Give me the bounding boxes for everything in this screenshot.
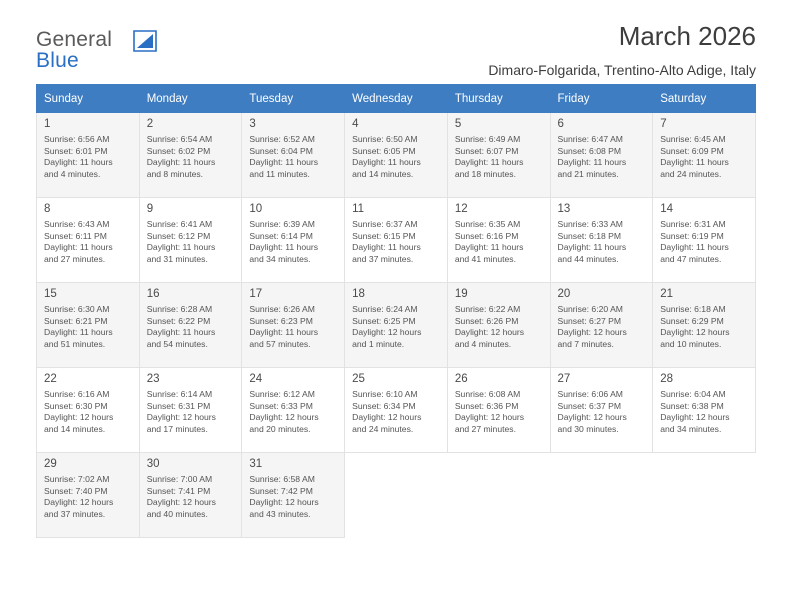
day-daylight-2-text: and 34 minutes. [660, 423, 722, 434]
day-daylight-2-text: and 37 minutes. [352, 253, 414, 264]
day-number: 22 [44, 373, 57, 385]
day-sunrise-text: Sunrise: 6:49 AM [454, 134, 521, 144]
calendar-day-cell[interactable] [447, 283, 550, 368]
day-sunrise-text: Sunrise: 6:18 AM [660, 304, 726, 314]
day-daylight-2-text: and 14 minutes. [44, 423, 106, 434]
day-sunrise-text: Sunrise: 6:10 AM [352, 389, 418, 399]
day-sunrise-text: Sunrise: 6:08 AM [454, 389, 521, 399]
day-daylight-1-text: Daylight: 12 hours [146, 412, 216, 423]
day-daylight-2-text: and 54 minutes. [146, 338, 208, 349]
day-number: 23 [146, 373, 160, 385]
day-daylight-2-text: and 18 minutes. [454, 168, 516, 179]
day-daylight-1-text: Daylight: 11 hours [660, 157, 729, 168]
day-sunset-text: Sunset: 6:16 PM [454, 230, 519, 241]
day-sunrise-text: Sunrise: 7:02 AM [44, 474, 110, 484]
day-daylight-1-text: Daylight: 12 hours [249, 497, 319, 508]
day-daylight-1-text: Daylight: 11 hours [249, 327, 319, 338]
calendar-day-cell[interactable] [345, 283, 448, 368]
day-daylight-1-text: Daylight: 12 hours [146, 497, 216, 508]
day-sun-info [352, 219, 447, 265]
brand-name-primary: General [36, 28, 113, 51]
weekday-header-monday: Monday [139, 85, 242, 113]
day-number: 12 [454, 203, 468, 215]
page-title: March 2026 [618, 21, 756, 51]
day-daylight-1-text: Daylight: 11 hours [44, 242, 113, 253]
day-sunset-text: Sunset: 6:02 PM [146, 145, 211, 156]
day-daylight-1-text: Daylight: 11 hours [146, 242, 216, 253]
day-sun-info [455, 219, 550, 265]
day-number: 27 [557, 373, 571, 385]
day-sunset-text: Sunset: 6:37 PM [557, 400, 622, 411]
day-sunset-text: Sunset: 6:09 PM [660, 145, 724, 156]
calendar-week-row [37, 113, 756, 198]
day-sunset-text: Sunset: 6:30 PM [44, 400, 108, 411]
calendar-day-cell[interactable] [37, 198, 140, 283]
calendar-day-cell[interactable] [37, 283, 140, 368]
day-daylight-1-text: Daylight: 11 hours [557, 242, 627, 253]
day-sun-info [147, 219, 242, 265]
calendar-day-cell[interactable] [345, 368, 448, 453]
day-sun-info [558, 304, 653, 350]
day-sunrise-text: Sunrise: 6:04 AM [660, 389, 726, 399]
day-daylight-1-text: Daylight: 12 hours [557, 327, 627, 338]
day-daylight-1-text: Daylight: 11 hours [146, 327, 216, 338]
calendar-cell-empty [447, 453, 550, 538]
day-sun-info [660, 134, 755, 180]
weekday-header-sunday: Sunday [37, 85, 140, 113]
day-daylight-1-text: Daylight: 12 hours [660, 412, 730, 423]
day-sunset-text: Sunset: 6:22 PM [146, 315, 211, 326]
day-daylight-2-text: and 27 minutes. [454, 423, 516, 434]
day-daylight-2-text: and 20 minutes. [249, 423, 311, 434]
calendar-day-cell[interactable] [550, 198, 653, 283]
day-number: 7 [660, 118, 667, 130]
day-sunset-text: Sunset: 6:26 PM [454, 315, 519, 326]
calendar-day-cell[interactable] [139, 198, 242, 283]
day-sunrise-text: Sunrise: 6:39 AM [249, 219, 315, 229]
day-sunset-text: Sunset: 6:18 PM [557, 230, 622, 241]
day-sun-info [147, 134, 242, 180]
day-sun-info [352, 389, 447, 435]
day-sunrise-text: Sunrise: 6:26 AM [249, 304, 315, 314]
calendar-cell-empty [345, 453, 448, 538]
day-daylight-1-text: Daylight: 11 hours [557, 157, 627, 168]
day-sunrise-text: Sunrise: 6:58 AM [249, 474, 315, 484]
day-sun-info [147, 389, 242, 435]
day-sun-info [249, 389, 344, 435]
day-sunset-text: Sunset: 6:14 PM [249, 230, 313, 241]
day-sun-info [352, 134, 447, 180]
day-daylight-2-text: and 43 minutes. [249, 508, 311, 519]
calendar-day-cell[interactable] [37, 368, 140, 453]
day-daylight-1-text: Daylight: 12 hours [44, 497, 114, 508]
calendar-day-cell[interactable] [139, 113, 242, 198]
day-sun-info [455, 389, 550, 435]
day-sunset-text: Sunset: 6:31 PM [146, 400, 211, 411]
day-sun-info [44, 389, 139, 435]
day-number: 14 [660, 203, 674, 215]
day-daylight-2-text: and 24 minutes. [660, 168, 722, 179]
weekday-header-friday: Friday [550, 85, 653, 113]
day-daylight-2-text: and 10 minutes. [660, 338, 722, 349]
day-number: 31 [249, 458, 263, 470]
day-daylight-1-text: Daylight: 11 hours [660, 242, 729, 253]
day-number: 17 [249, 288, 263, 300]
day-number: 8 [44, 203, 51, 215]
calendar-cell-empty [653, 453, 756, 538]
day-number: 29 [44, 458, 57, 470]
day-number: 5 [454, 118, 462, 130]
day-sunset-text: Sunset: 6:38 PM [660, 400, 724, 411]
day-number: 20 [557, 288, 571, 300]
day-daylight-2-text: and 34 minutes. [249, 253, 311, 264]
day-daylight-2-text: and 7 minutes. [557, 338, 614, 349]
calendar-day-cell[interactable] [37, 453, 140, 538]
day-sun-info [660, 304, 755, 350]
day-daylight-2-text: and 51 minutes. [44, 338, 106, 349]
day-number: 10 [249, 203, 263, 215]
day-sun-info [660, 219, 755, 265]
title-block [488, 20, 756, 79]
day-sunset-text: Sunset: 6:27 PM [557, 315, 622, 326]
calendar-day-cell[interactable] [550, 113, 653, 198]
calendar-week-row [37, 283, 756, 368]
day-daylight-2-text: and 1 minute. [352, 338, 405, 349]
day-daylight-1-text: Daylight: 11 hours [44, 157, 113, 168]
day-sunrise-text: Sunrise: 6:37 AM [352, 219, 418, 229]
day-daylight-1-text: Daylight: 11 hours [249, 157, 319, 168]
calendar-day-cell[interactable] [653, 368, 756, 453]
day-daylight-1-text: Daylight: 12 hours [352, 412, 422, 423]
day-daylight-2-text: and 4 minutes. [454, 338, 512, 349]
day-sunrise-text: Sunrise: 7:00 AM [146, 474, 213, 484]
day-daylight-2-text: and 8 minutes. [146, 168, 204, 179]
day-daylight-1-text: Daylight: 11 hours [352, 157, 421, 168]
day-sunrise-text: Sunrise: 6:22 AM [454, 304, 521, 314]
day-daylight-1-text: Daylight: 11 hours [146, 157, 216, 168]
day-number: 24 [249, 373, 263, 385]
day-sunset-text: Sunset: 7:42 PM [249, 485, 313, 496]
day-sunrise-text: Sunrise: 6:16 AM [44, 389, 110, 399]
day-daylight-1-text: Daylight: 12 hours [454, 327, 525, 338]
day-number: 26 [454, 373, 468, 385]
day-sunset-text: Sunset: 6:23 PM [249, 315, 313, 326]
day-number: 19 [454, 288, 468, 300]
calendar-day-cell[interactable] [242, 283, 345, 368]
day-number: 15 [44, 288, 57, 300]
day-sunset-text: Sunset: 6:01 PM [44, 145, 108, 156]
sun-calendar-table [36, 84, 756, 538]
day-sunset-text: Sunset: 6:34 PM [352, 400, 416, 411]
day-sunrise-text: Sunrise: 6:28 AM [146, 304, 213, 314]
day-number: 30 [146, 458, 160, 470]
day-daylight-1-text: Daylight: 11 hours [44, 327, 113, 338]
day-sunrise-text: Sunrise: 6:30 AM [44, 304, 110, 314]
day-sun-info [558, 134, 653, 180]
blue-flag-icon [132, 30, 158, 54]
page-header [36, 0, 756, 78]
day-daylight-2-text: and 57 minutes. [249, 338, 311, 349]
day-daylight-2-text: and 40 minutes. [146, 508, 208, 519]
day-daylight-2-text: and 14 minutes. [352, 168, 414, 179]
day-sunrise-text: Sunrise: 6:56 AM [44, 134, 110, 144]
day-daylight-1-text: Daylight: 12 hours [249, 412, 319, 423]
calendar-day-cell[interactable] [447, 368, 550, 453]
calendar-day-cell[interactable] [242, 198, 345, 283]
day-daylight-2-text: and 30 minutes. [557, 423, 619, 434]
day-sunset-text: Sunset: 6:12 PM [146, 230, 211, 241]
day-daylight-1-text: Daylight: 12 hours [557, 412, 627, 423]
day-sun-info [44, 304, 139, 350]
day-sunrise-text: Sunrise: 6:52 AM [249, 134, 315, 144]
weekday-header-tuesday: Tuesday [242, 85, 345, 113]
day-sun-info [455, 134, 550, 180]
calendar-day-cell[interactable] [653, 283, 756, 368]
calendar-day-cell[interactable] [139, 453, 242, 538]
day-number: 28 [660, 373, 674, 385]
calendar-day-cell[interactable] [242, 368, 345, 453]
day-number: 1 [44, 118, 51, 130]
day-number: 11 [352, 203, 365, 215]
day-daylight-2-text: and 21 minutes. [557, 168, 619, 179]
day-number: 13 [557, 203, 571, 215]
day-daylight-2-text: and 31 minutes. [146, 253, 208, 264]
day-number: 18 [352, 288, 365, 300]
calendar-day-cell[interactable] [447, 198, 550, 283]
day-number: 21 [660, 288, 674, 300]
day-sun-info [660, 389, 755, 435]
day-sun-info [352, 304, 447, 350]
day-sunset-text: Sunset: 7:41 PM [146, 485, 211, 496]
day-sunrise-text: Sunrise: 6:12 AM [249, 389, 315, 399]
day-sun-info [558, 389, 653, 435]
day-daylight-2-text: and 4 minutes. [44, 168, 101, 179]
day-number: 9 [146, 203, 154, 215]
day-sunset-text: Sunset: 6:19 PM [660, 230, 724, 241]
day-sunset-text: Sunset: 6:15 PM [352, 230, 416, 241]
calendar-week-row [37, 453, 756, 538]
day-sunrise-text: Sunrise: 6:33 AM [557, 219, 623, 229]
day-sunset-text: Sunset: 7:40 PM [44, 485, 108, 496]
day-sun-info [558, 219, 653, 265]
day-sunset-text: Sunset: 6:05 PM [352, 145, 416, 156]
day-sunset-text: Sunset: 6:33 PM [249, 400, 313, 411]
calendar-day-cell[interactable] [345, 113, 448, 198]
calendar-day-cell[interactable] [550, 283, 653, 368]
calendar-day-cell[interactable] [242, 453, 345, 538]
day-sunrise-text: Sunrise: 6:20 AM [557, 304, 623, 314]
day-sun-info [249, 474, 344, 520]
day-daylight-1-text: Daylight: 12 hours [454, 412, 525, 423]
day-daylight-2-text: and 41 minutes. [454, 253, 516, 264]
day-daylight-1-text: Daylight: 12 hours [44, 412, 114, 423]
weekday-header-wednesday: Wednesday [345, 85, 448, 113]
day-sunrise-text: Sunrise: 6:54 AM [146, 134, 213, 144]
day-sun-info [44, 134, 139, 180]
calendar-day-cell[interactable] [345, 198, 448, 283]
brand-logo[interactable] [36, 28, 236, 78]
day-sun-info [44, 474, 139, 520]
calendar-day-cell[interactable] [550, 368, 653, 453]
day-sunset-text: Sunset: 6:08 PM [557, 145, 622, 156]
day-sunrise-text: Sunrise: 6:14 AM [146, 389, 213, 399]
day-sun-info [249, 219, 344, 265]
day-sunrise-text: Sunrise: 6:24 AM [352, 304, 418, 314]
location-subtitle: Dimaro-Folgarida, Trentino-Alto Adige, Italy [488, 62, 756, 78]
day-sunrise-text: Sunrise: 6:41 AM [146, 219, 213, 229]
day-daylight-2-text: and 44 minutes. [557, 253, 619, 264]
day-daylight-1-text: Daylight: 12 hours [660, 327, 730, 338]
day-sun-info [147, 474, 242, 520]
day-sunrise-text: Sunrise: 6:45 AM [660, 134, 726, 144]
day-number: 25 [352, 373, 365, 385]
weekday-header-row [37, 85, 756, 113]
calendar-day-cell[interactable] [242, 113, 345, 198]
day-sun-info [249, 304, 344, 350]
day-sunset-text: Sunset: 6:29 PM [660, 315, 724, 326]
day-number: 3 [249, 118, 256, 130]
day-daylight-2-text: and 37 minutes. [44, 508, 106, 519]
day-sunset-text: Sunset: 6:25 PM [352, 315, 416, 326]
day-sun-info [44, 219, 139, 265]
weekday-header-saturday: Saturday [653, 85, 756, 113]
day-sun-info [455, 304, 550, 350]
day-sunset-text: Sunset: 6:21 PM [44, 315, 108, 326]
calendar-day-cell[interactable] [37, 113, 140, 198]
calendar-day-cell[interactable] [139, 368, 242, 453]
day-number: 6 [557, 118, 564, 130]
day-number: 16 [146, 288, 160, 300]
calendar-day-cell[interactable] [139, 283, 242, 368]
day-daylight-1-text: Daylight: 11 hours [454, 242, 524, 253]
calendar-day-cell[interactable] [653, 113, 756, 198]
day-sunrise-text: Sunrise: 6:47 AM [557, 134, 623, 144]
day-sunrise-text: Sunrise: 6:35 AM [454, 219, 521, 229]
day-daylight-2-text: and 11 minutes. [249, 168, 310, 179]
calendar-body [37, 113, 756, 538]
day-sunset-text: Sunset: 6:36 PM [454, 400, 519, 411]
brand-name-secondary: Blue [36, 49, 79, 72]
day-sunrise-text: Sunrise: 6:06 AM [557, 389, 623, 399]
day-daylight-2-text: and 17 minutes. [146, 423, 208, 434]
calendar-week-row [37, 198, 756, 283]
day-number: 4 [352, 118, 359, 130]
calendar-week-row [37, 368, 756, 453]
day-sunrise-text: Sunrise: 6:31 AM [660, 219, 726, 229]
day-daylight-1-text: Daylight: 11 hours [454, 157, 524, 168]
day-daylight-1-text: Daylight: 12 hours [352, 327, 422, 338]
calendar-day-cell[interactable] [653, 198, 756, 283]
calendar-cell-empty [550, 453, 653, 538]
calendar-day-cell[interactable] [447, 113, 550, 198]
day-sunrise-text: Sunrise: 6:50 AM [352, 134, 418, 144]
day-daylight-1-text: Daylight: 11 hours [352, 242, 421, 253]
weekday-header-thursday: Thursday [447, 85, 550, 113]
day-sunset-text: Sunset: 6:07 PM [454, 145, 519, 156]
day-sunset-text: Sunset: 6:04 PM [249, 145, 313, 156]
day-number: 2 [146, 118, 154, 130]
day-daylight-2-text: and 27 minutes. [44, 253, 106, 264]
day-sun-info [249, 134, 344, 180]
day-sunset-text: Sunset: 6:11 PM [44, 230, 107, 241]
day-sunrise-text: Sunrise: 6:43 AM [44, 219, 110, 229]
day-daylight-2-text: and 24 minutes. [352, 423, 414, 434]
day-daylight-2-text: and 47 minutes. [660, 253, 722, 264]
day-daylight-1-text: Daylight: 11 hours [249, 242, 319, 253]
day-sun-info [147, 304, 242, 350]
